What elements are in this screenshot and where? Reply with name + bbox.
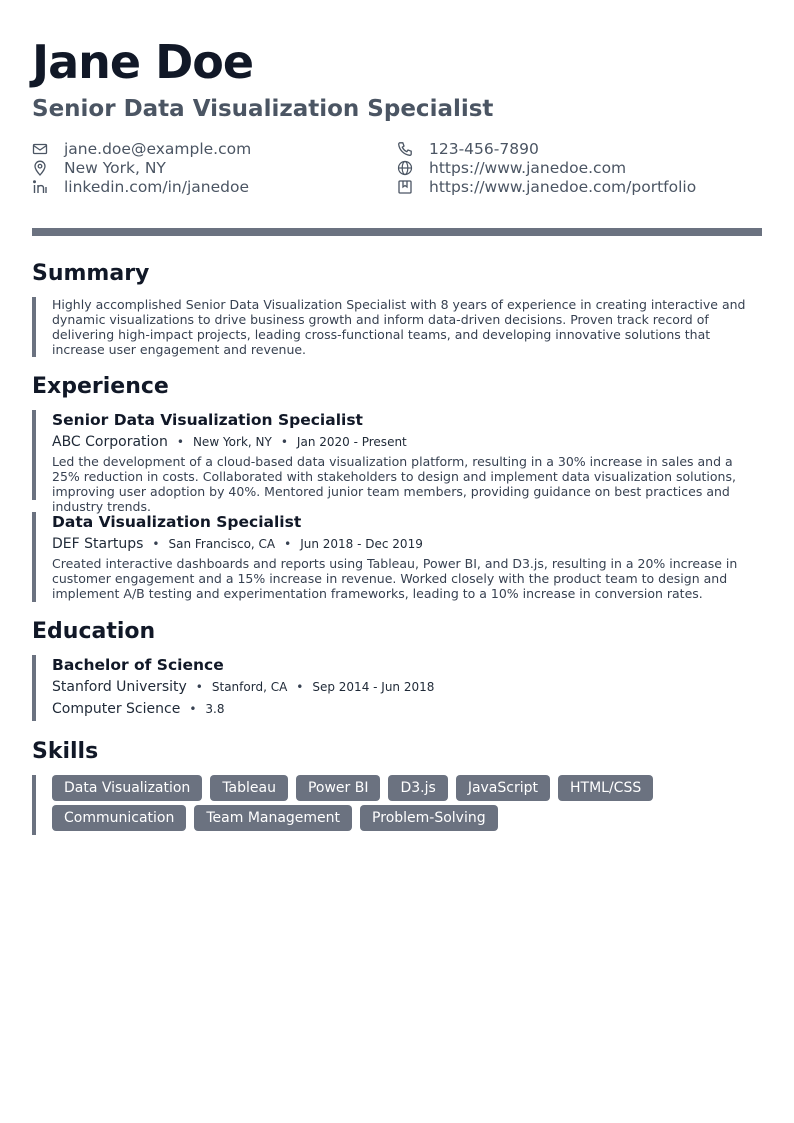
experience-job-title: Senior Data Visualization Specialist [52, 411, 363, 429]
separator-dot: • [152, 537, 160, 551]
experience-description: Created interactive dashboards and reports using Tableau, Power BI, and D3.js, resulting in a 20% increase in customer engagement and a 15% increase in revenue. Worked closely with the product team to design and implement A/B testing and experimentation frameworks, leading to a 10% increase in conversion rates. [52, 556, 738, 601]
separator-dot: • [189, 702, 197, 716]
skills-section [32, 775, 762, 835]
experience-heading: Experience [32, 374, 169, 399]
experience-job-title: Data Visualization Specialist [52, 513, 302, 531]
skill-chip: D3.js [388, 775, 447, 801]
contact-location [32, 158, 251, 177]
mail-icon [32, 141, 48, 157]
linkedin-icon [32, 179, 48, 195]
experience-dates: Jun 2018 - Dec 2019 [300, 537, 423, 551]
experience-company: ABC Corporation [52, 434, 168, 450]
skill-chip: Tableau [210, 775, 288, 801]
skill-chip: Problem-Solving [360, 805, 498, 831]
candidate-name: Jane Doe [32, 35, 254, 89]
education-gpa: 3.8 [205, 702, 225, 716]
contact-location-text: New York, NY [64, 158, 166, 177]
contact-portfolio[interactable] [397, 177, 696, 196]
experience-description: Led the development of a cloud-based data visualization platform, resulting in a 30% increase in sales and a 25% reduction in costs. Collaborated with stakeholders to design and implement data visualization solutions, improving user adoption by 40%. Mentored junior team members, providing guidance on best practices and industry trends. [52, 454, 736, 514]
education-location: Stanford, CA [211, 680, 288, 694]
contact-portfolio-text[interactable]: https://www.janedoe.com/portfolio [429, 177, 697, 196]
education-heading: Education [32, 619, 156, 644]
experience-meta [52, 432, 762, 452]
skill-chip: Communication [52, 805, 186, 831]
experience-item [32, 512, 762, 602]
skill-chip: HTML/CSS [558, 775, 653, 801]
contact-column-left [32, 139, 251, 196]
summary-heading: Summary [32, 261, 150, 286]
experience-meta [52, 534, 762, 554]
summary-text: Highly accomplished Senior Data Visualization Specialist with 8 years of experience in creating interactive and dynamic visualizations to drive business growth and inform data-driven decisions. Proven track record of delivering high-impact projects, leading cross-functional teams, and developing innovative solutions that increase user engagement and revenue. [52, 297, 746, 357]
experience-location: San Francisco, CA [168, 537, 276, 551]
skills-list [52, 775, 762, 831]
contact-linkedin[interactable] [32, 177, 251, 196]
skills-heading: Skills [32, 739, 99, 764]
separator-dot: • [176, 435, 184, 449]
experience-location: New York, NY [192, 435, 272, 449]
contact-email[interactable] [32, 139, 251, 158]
education-degree: Bachelor of Science [52, 656, 224, 674]
education-school: Stanford University [52, 679, 187, 695]
education-dates: Sep 2014 - Jun 2018 [312, 680, 435, 694]
header-divider [32, 228, 762, 236]
contact-website[interactable] [397, 158, 696, 177]
contact-website-text[interactable]: https://www.janedoe.com [429, 158, 627, 177]
candidate-title: Senior Data Visualization Specialist [32, 96, 494, 122]
education-field: Computer Science [52, 701, 181, 717]
separator-dot: • [280, 435, 288, 449]
education-section [32, 655, 762, 721]
summary-section [32, 297, 762, 357]
education-field-line [52, 699, 762, 719]
contact-column-right [397, 139, 696, 196]
experience-dates: Jan 2020 - Present [296, 435, 407, 449]
portfolio-icon [397, 179, 413, 195]
contact-email-text[interactable]: jane.doe@example.com [64, 139, 252, 158]
skill-chip: Team Management [194, 805, 352, 831]
skill-chip: Data Visualization [52, 775, 202, 801]
experience-company: DEF Startups [52, 536, 144, 552]
separator-dot: • [296, 680, 304, 694]
education-meta [52, 677, 762, 697]
globe-icon [397, 160, 413, 176]
separator-dot: • [195, 680, 203, 694]
contact-linkedin-text[interactable]: linkedin.com/in/janedoe [64, 177, 249, 196]
experience-item [32, 410, 762, 514]
phone-icon [397, 141, 413, 157]
skill-chip: JavaScript [456, 775, 550, 801]
skill-chip: Power BI [296, 775, 381, 801]
map-pin-icon [32, 160, 48, 176]
separator-dot: • [284, 537, 292, 551]
contact-phone-text[interactable]: 123-456-7890 [429, 139, 539, 158]
contact-phone[interactable] [397, 139, 696, 158]
